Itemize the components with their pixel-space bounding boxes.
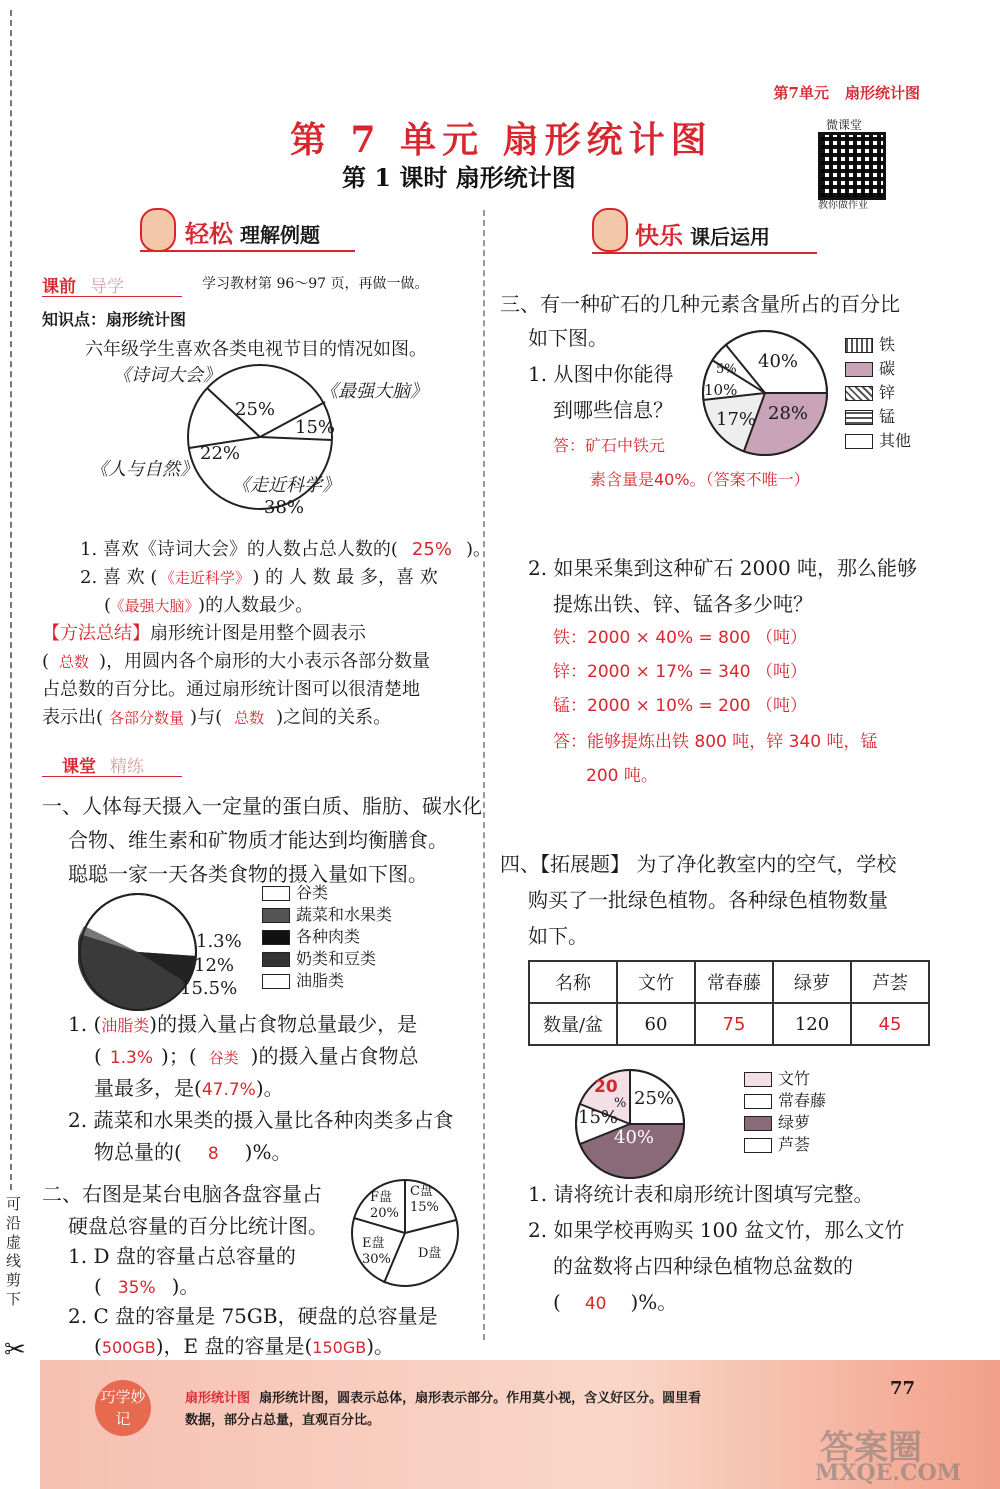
ore-legend-item: 碳 <box>845 358 895 380</box>
plant-legend-item: 文竹 <box>744 1068 810 1090</box>
pie5-answer: 20 <box>594 1077 618 1097</box>
p4-line2: 购买了一批绿色植物。各种绿色植物数量 <box>528 888 888 912</box>
p2-line1: 二、右图是某台电脑各盘容量占 <box>42 1182 322 1206</box>
p4-line1: 四、【拓展题】 为了净化教室内的空气，学校 <box>500 852 897 876</box>
column-divider <box>483 210 485 1340</box>
method-answer3: 总数 <box>234 709 265 727</box>
section-title-right <box>635 216 770 251</box>
table-row <box>529 961 929 1003</box>
q1-answer: 25% <box>411 539 452 560</box>
unit-number: 第7单元 <box>773 84 829 102</box>
method-answer2: 各部分数量 <box>109 709 185 727</box>
cut-dashed-line <box>10 10 12 1190</box>
p2-line2: 硬盘总容量的百分比统计图。 <box>68 1214 328 1238</box>
method-line4: 表示出( 各部分数量 )与( 总数 )之间的关系。 <box>42 707 392 728</box>
answer-line1: 答：能够提炼出铁 800 吨，锌 340 吨，锰 <box>553 732 878 752</box>
plant-table <box>528 960 930 1046</box>
footer-title: 扇形统计图 <box>185 1391 251 1406</box>
p1q1-line1: 1. (油脂类)的摄入量占食物总量最少，是 <box>68 1012 418 1036</box>
pie2-mark-2: 12% <box>194 955 235 976</box>
pie4-label-4: 17% <box>716 409 757 430</box>
p3q1-answer2: 素含量是40%。（答案不唯一） <box>590 470 810 489</box>
cut-hint: 可沿虚线剪下 <box>6 1195 22 1308</box>
pie4-label-3: 10% <box>704 381 738 399</box>
page-number: 77 <box>890 1378 916 1399</box>
p4q1-line: 1. 请将统计表和扇形统计图填写完整。 <box>528 1182 874 1206</box>
qr-caption-top: 微课堂 <box>826 118 863 132</box>
p2q2-line1: 2. C 盘的容量是 75GB，硬盘的总容量是 <box>68 1304 438 1328</box>
pie1-name-d: 《走近科学》 <box>232 475 340 496</box>
pie4-label-5: 28% <box>768 403 809 424</box>
pie5-label-15: 15% <box>578 1107 619 1128</box>
table-cell: 120 <box>773 1003 851 1045</box>
intro-text: 六年级学生喜欢各类电视节目的情况如图。 <box>85 339 427 360</box>
footer-badge: 巧学妙记 <box>95 1380 151 1436</box>
pie1-name-b: 《最强大脑》 <box>320 381 428 402</box>
p1-line3: 聪聪一家一天各类食物的摄入量如下图。 <box>68 862 428 886</box>
cartoon-boy-icon <box>592 208 628 252</box>
p1q1-answer3: 谷类 <box>208 1049 239 1067</box>
method-line1: 【方法总结】扇形统计图是用整个圆表示 <box>42 623 366 644</box>
section-key: 快乐 <box>635 221 683 250</box>
p1q1-answer2: 1.3% <box>109 1048 154 1068</box>
pie4-label-1: 40% <box>758 351 799 372</box>
section-rest: 课后运用 <box>689 225 770 249</box>
q2-line2: ( 《最强大脑》 )的人数最少。 <box>104 595 314 616</box>
method-answer1: 总数 <box>59 653 90 671</box>
pie1-label-25: 25% <box>235 399 276 420</box>
pie3-d: D盘 <box>418 1246 442 1261</box>
lesson-title: 第 1 课时 扇形统计图 <box>342 163 576 192</box>
p2q2-line2: (500GB)，E 盘的容量是(150GB)。 <box>94 1334 395 1358</box>
calc-line: 铁：2000 × 40% = 800 （吨） <box>553 628 808 648</box>
section-title-left <box>185 214 320 249</box>
pie2-mark-3: 15.5% <box>180 978 238 999</box>
answer-line2: 200 吨。 <box>586 766 658 786</box>
class-tag-rule <box>42 776 182 777</box>
p1q2-line1: 2. 蔬菜和水果类的摄入量比各种肉类多占食 <box>68 1108 454 1132</box>
ore-legend-item: 其他 <box>845 430 911 452</box>
q2-answer2: 《最强大脑》 <box>117 597 193 615</box>
p2q1-line1: 1. D 盘的容量占总容量的 <box>68 1244 296 1268</box>
p1-line1: 一、人体每天摄入一定量的蛋白质、脂肪、碳水化 <box>42 794 482 818</box>
plant-legend-item: 常春藤 <box>744 1090 826 1112</box>
table-cell: 绿萝 <box>773 961 851 1003</box>
pie2-mark-1: 1.3% <box>196 931 242 952</box>
q1-line: 1. 喜欢《诗词大会》的人数占总人数的( 25% )。 <box>80 539 491 560</box>
footer-text <box>185 1388 825 1432</box>
p2q2-answer1: 500GB <box>101 1338 156 1357</box>
ore-legend-item: 锌 <box>845 382 895 404</box>
table-cell: 75 <box>695 1003 773 1045</box>
class-tag-sub: 精练 <box>110 757 144 777</box>
in-class-tag <box>62 752 144 777</box>
method-line2: ( 总数 )，用圆内各个扇形的大小表示各部分数量 <box>42 651 431 672</box>
class-tag-label: 课堂 <box>62 757 96 777</box>
section-key: 轻松 <box>185 219 233 248</box>
table-cell: 名称 <box>529 961 617 1003</box>
plant-legend-item: 芦荟 <box>744 1134 810 1156</box>
calc-line: 锰：2000 × 10% = 200 （吨） <box>553 696 808 716</box>
watermark-url: MXQE.COM <box>815 1460 962 1486</box>
pre-tag-sub: 导学 <box>90 277 124 297</box>
p2q2-answer2: 150GB <box>312 1338 367 1357</box>
q2-answer1: 《走近科学》 <box>167 569 243 587</box>
ore-legend-item: 锰 <box>845 406 895 428</box>
p4-line3: 如下。 <box>528 924 588 948</box>
section-underline <box>140 250 355 252</box>
p1q1-answer4: 47.7% <box>201 1080 256 1100</box>
p3-line2: 如下图。 <box>528 326 608 350</box>
knowledge-point: 知识点：扇形统计图 <box>42 310 187 329</box>
page-title: 第 7 单元 扇形统计图 <box>290 119 713 161</box>
calc-line: 锌：2000 × 17% = 340 （吨） <box>553 662 808 682</box>
p3q2-line1: 2. 如果采集到这种矿石 2000 吨，那么能够 <box>528 556 918 580</box>
section-rest: 理解例题 <box>239 223 320 247</box>
pie1-name-c: 《人与自然》 <box>90 459 198 480</box>
footer-text1: 扇形统计图，圆表示总体，扇形表示部分。作用莫小视，含义好区分。圆里看 <box>259 1391 702 1406</box>
pre-class-tag <box>42 272 124 297</box>
p4q2-answer: 40 <box>584 1294 607 1314</box>
food-legend-item: 油脂类 <box>262 970 344 992</box>
pie1-label-22: 22% <box>200 443 241 464</box>
pie1-label-15: 15% <box>295 417 336 438</box>
table-cell: 数量/盆 <box>529 1003 617 1045</box>
pie3-f: F盘 20% <box>370 1190 399 1221</box>
p1q1-answer1: 油脂类 <box>101 1016 150 1035</box>
p2q1-answer: 35% <box>117 1278 156 1298</box>
p3q1-line2: 到哪些信息？ <box>553 398 673 422</box>
p4q2-line2: 的盆数将占四种绿色植物总盆数的 <box>553 1254 853 1278</box>
unit-title: 扇形统计图 <box>844 84 920 102</box>
pie3-e: E盘 30% <box>362 1236 391 1267</box>
p3-line1: 三、有一种矿石的几种元素含量所占的百分比 <box>500 292 900 316</box>
qr-caption-bottom: 教你做作业 <box>818 200 868 211</box>
table-row <box>529 1003 929 1045</box>
footer-text2: 数据，部分占总量，直观百分比。 <box>185 1413 381 1428</box>
ore-legend-item: 铁 <box>845 334 895 356</box>
cartoon-girl-icon <box>140 208 176 252</box>
table-cell: 45 <box>851 1003 929 1045</box>
p4q2-line3: ( 40 )%。 <box>553 1290 678 1314</box>
pie1-label-38: 38% <box>264 497 305 518</box>
pie5-label-40: 40% <box>614 1127 655 1148</box>
pre-tag-rule <box>42 296 182 297</box>
table-cell: 60 <box>617 1003 695 1045</box>
pre-tag-label: 课前 <box>42 277 76 297</box>
p3q1-line1: 1. 从图中你能得 <box>528 362 674 386</box>
p4q2-line1: 2. 如果学校再购买 100 盆文竹，那么文竹 <box>528 1218 905 1242</box>
method-tag: 【方法总结】 <box>42 623 150 644</box>
p1q2-answer: 8 <box>207 1144 219 1164</box>
p1q1-line3: 量最多，是(47.7%)。 <box>94 1076 284 1100</box>
method-line3: 占总数的百分比。通过扇形统计图可以很清楚地 <box>42 679 420 700</box>
p1-line2: 合物、维生素和矿物质才能达到均衡膳食。 <box>68 828 448 852</box>
table-cell: 文竹 <box>617 961 695 1003</box>
plant-legend-item: 绿萝 <box>744 1112 810 1134</box>
scissors-icon: ✂ <box>4 1335 26 1365</box>
food-legend-item: 蔬菜和水果类 <box>262 904 392 926</box>
table-cell: 芦荟 <box>851 961 929 1003</box>
p3q1-answer1: 答：矿石中铁元 <box>553 436 666 455</box>
unit-header <box>758 82 920 103</box>
p2q1-line2: ( 35% )。 <box>94 1274 200 1298</box>
food-legend-item: 各种肉类 <box>262 926 360 948</box>
watermark-text: 答案圈 <box>820 1428 922 1468</box>
p1q1-line2: ( 1.3% )；( 谷类 )的摄入量占食物总 <box>94 1044 419 1068</box>
pie4-label-2: 5% <box>716 362 737 377</box>
pie5-label-25: 25% <box>634 1088 675 1109</box>
section-underline <box>592 252 817 254</box>
p1q2-line2: 物总量的( 8 )%。 <box>94 1140 292 1164</box>
p3q2-line2: 提炼出铁、锌、锰各多少吨？ <box>553 592 813 616</box>
pie5-pct: % <box>614 1096 627 1111</box>
q2-line1: 2. 喜 欢 ( 《走近科学》 ) 的 人 数 最 多，喜 欢 <box>80 567 438 588</box>
pre-note: 学习教材第 96～97 页，再做一做。 <box>202 276 429 292</box>
table-cell: 常春藤 <box>695 961 773 1003</box>
food-legend-item: 奶类和豆类 <box>262 948 376 970</box>
pie3-c: C盘 15% <box>410 1184 439 1215</box>
qr-code-icon[interactable] <box>818 132 886 200</box>
food-legend-item: 谷类 <box>262 882 328 904</box>
pie1-name-a: 《诗词大会》 <box>113 365 221 386</box>
